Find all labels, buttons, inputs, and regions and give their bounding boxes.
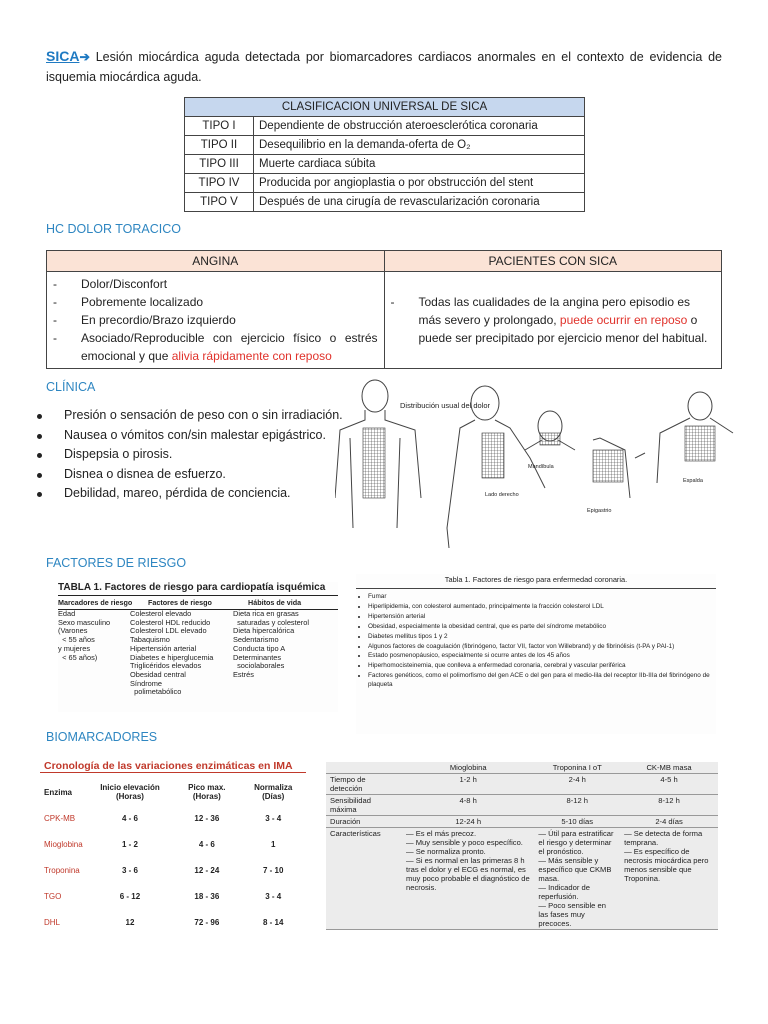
table-row xyxy=(326,795,718,816)
car-entry: — Poco sensible en las fases muy precoces. xyxy=(538,901,606,928)
risk-header-2: Factores de riesgo xyxy=(148,598,212,607)
risk-list-2 xyxy=(356,593,716,689)
cron-cell: 3 - 6 xyxy=(121,865,138,875)
sica-red-text: puede ocurrir en reposo xyxy=(559,313,688,327)
comp-cell: Duración xyxy=(326,816,402,828)
comp-cell: 4-8 h xyxy=(402,795,534,816)
biomarker-comparison-table xyxy=(326,762,718,930)
cron-header: Normaliza (Días) xyxy=(254,783,293,801)
intro-paragraph xyxy=(46,46,722,87)
desc-cell: Desequilibrio en la demanda-oferta de O₂ xyxy=(254,136,585,155)
desc-cell: Producida por angioplastia o por obstrucción del stent xyxy=(254,174,585,193)
arrow-icon: ➔ xyxy=(79,50,90,64)
cron-cell: 6 - 12 xyxy=(119,891,141,901)
intro-text: Lesión miocárdica aguda detectada por biomarcadores cardiacos anormales en el contexto de evidencia de isquemia miocárdica aguda. xyxy=(46,50,722,84)
comp-cell: Sensibilidad máxima xyxy=(326,795,402,816)
angina-last-red: alivia rápidamente con reposo xyxy=(171,349,332,363)
angina-cell xyxy=(47,272,385,369)
risk-entry: polimetabólico xyxy=(130,687,182,697)
risk-entry: Triglicéridos elevados xyxy=(130,661,202,671)
risk-table-2 xyxy=(356,574,716,734)
car-entry: — Se normaliza pronto. xyxy=(406,847,486,856)
risk-entry: y mujeres xyxy=(58,643,91,653)
list-item: • Hipertensión arterial xyxy=(368,613,716,621)
risk-entry: Colesterol elevado xyxy=(130,609,192,618)
comp-cell: 5-10 días xyxy=(534,816,620,828)
risk-entry: saturadas y colesterol xyxy=(233,617,309,627)
list-item xyxy=(391,293,716,347)
risk-entry: Dieta hipercalórica xyxy=(233,626,295,636)
table-row xyxy=(326,816,718,828)
clinica-heading: CLÍNICA xyxy=(46,380,96,394)
list-item: - Dolor/Disconfort xyxy=(53,275,378,293)
cron-cell: 1 xyxy=(271,839,276,849)
cron-cell: 12 xyxy=(125,917,135,927)
cronologia-table xyxy=(40,760,306,935)
cron-cell: 4 - 6 xyxy=(198,839,215,849)
risk-entry: Síndrome xyxy=(130,678,163,688)
table-row xyxy=(185,155,585,174)
cron-cell: Mioglobina xyxy=(44,839,83,849)
comp-header: Troponina I oT xyxy=(534,762,620,774)
bio-heading: BIOMARCADORES xyxy=(46,730,158,744)
tipo-cell: TIPO V xyxy=(185,193,254,212)
cron-cell: 3 - 4 xyxy=(265,813,282,823)
risk-header-3: Hábitos de vida xyxy=(248,598,302,607)
list-item xyxy=(53,329,378,365)
list-item: Dispepsia o pirosis. xyxy=(36,447,356,467)
angina-comparison-table xyxy=(46,250,722,369)
sica-text-1: Todas las cualidades de la angina pero episodio es más severo y prolongado, xyxy=(418,295,691,327)
car-label: Características xyxy=(326,828,402,930)
pain-distribution-figure xyxy=(335,378,735,550)
tipo-cell: TIPO IV xyxy=(185,174,254,193)
list-item: • Estado posmenopáusico, especialmente si ocurre antes de los 45 años xyxy=(368,652,716,660)
list-item: • Algunos factores de coagulación (fibrinógeno, factor VII, factor von Willebrand) y de fibrinólisis (t-PA y PAI-1) xyxy=(368,643,716,651)
cron-cell: DHL xyxy=(44,917,61,927)
risk-entry: Sexo masculino xyxy=(58,617,111,627)
risk-table-2-title: Tabla 1. Factores de riesgo para enfermedad coronaria. xyxy=(356,574,716,589)
risk-entry: Determinantes xyxy=(233,652,282,662)
cron-cell: 7 - 10 xyxy=(263,865,284,875)
comp-cell: 1-2 h xyxy=(402,774,534,795)
comp-header: Mioglobina xyxy=(402,762,534,774)
car-entry: — Es el más precoz. xyxy=(406,829,477,838)
list-item: Disnea o disnea de esfuerzo. xyxy=(36,467,356,487)
table-row xyxy=(185,174,585,193)
sica-cell xyxy=(384,272,722,369)
risk-entry: Conducta tipo A xyxy=(233,643,286,653)
cron-header: Inicio elevación (Horas) xyxy=(100,783,160,801)
classification-title: CLASIFICACION UNIVERSAL DE SICA xyxy=(185,98,585,117)
table-row xyxy=(40,909,306,935)
fig-label-epigastrio: Epigastrio xyxy=(587,508,612,514)
cron-cell: 8 - 14 xyxy=(263,917,284,927)
comp-header: CK-MB masa xyxy=(620,762,718,774)
risk-col-3 xyxy=(233,610,309,697)
list-item: Nausea o vómitos con/sin malestar epigástrico. xyxy=(36,428,356,448)
list-item: • Obesidad, especialmente la obesidad central, que es parte del síndrome metabólico xyxy=(368,623,716,631)
risk-table-1 xyxy=(58,582,338,712)
car-entry: — Se detecta de forma temprana. xyxy=(624,829,703,847)
list-item: - En precordio/Brazo izquierdo xyxy=(53,311,378,329)
cron-cell: 4 - 6 xyxy=(121,813,138,823)
sica-header: PACIENTES CON SICA xyxy=(384,251,722,272)
table-row xyxy=(326,774,718,795)
table-row xyxy=(40,857,306,883)
fig-label-mandibula: Mandíbula xyxy=(528,464,554,470)
risk-entry: (Varones xyxy=(58,626,88,636)
riesgo-heading: FACTORES DE RIESGO xyxy=(46,556,187,570)
list-item: • Factores genéticos, como el polimorfismo del gen ACE o del gen para el medio-lila del receptor IIb-IIIa del fibrinógeno de plaqueta xyxy=(368,672,716,689)
list-item: • Diabetes mellitus tipos 1 y 2 xyxy=(368,633,716,641)
risk-entry: < 65 años) xyxy=(58,652,98,662)
desc-cell: Dependiente de obstrucción ateroesclerótica coronaria xyxy=(254,117,585,136)
risk-entry: < 55 años xyxy=(58,635,95,645)
fig-label-espalda: Espalda xyxy=(683,478,703,484)
cron-cell: CPK-MB xyxy=(44,813,76,823)
cron-cell: 1 - 2 xyxy=(121,839,138,849)
car-entry: — Es específico de necrosis miocárdica pero menos sensible que Troponina. xyxy=(624,847,709,883)
risk-col-1 xyxy=(58,610,130,697)
car-entry: — Muy sensible y poco específico. xyxy=(406,838,523,847)
list-item: • Hiperhomocisteinemia, que conlleva a enfermedad coronaria, cerebral y vascular periférica xyxy=(368,662,716,670)
table-row xyxy=(40,883,306,909)
desc-cell: Después de una cirugía de revascularización coronaria xyxy=(254,193,585,212)
risk-entry: Dieta rica en grasas xyxy=(233,609,299,618)
risk-entry: Edad xyxy=(58,609,76,618)
comp-cell: 8-12 h xyxy=(620,795,718,816)
car-mioglobina xyxy=(402,828,534,930)
list-item: Debilidad, mareo, pérdida de conciencia. xyxy=(36,486,356,506)
clinica-list xyxy=(36,408,356,506)
cron-cell: 18 - 36 xyxy=(194,891,220,901)
car-entry: — Útil para estratificar el riesgo y determinar el pronóstico. xyxy=(538,829,614,856)
risk-table-1-title: TABLA 1. Factores de riesgo para cardiopatía isquémica xyxy=(58,582,338,596)
sica-text-2: o puede ser precipitado por ejercicio menor del habitual. xyxy=(418,313,708,345)
cron-header: Enzima xyxy=(44,787,73,797)
fig-label-lado: Lado derecho xyxy=(485,492,519,498)
angina-last-text: Asociado/Reproducible con ejercicio físico o estrés emocional y que xyxy=(81,331,378,363)
risk-entry: Obesidad central xyxy=(130,669,186,679)
risk-entry: Diabetes e hiperglucemia xyxy=(130,652,214,662)
comp-cell: Tiempo de detección xyxy=(326,774,402,795)
risk-entry: Hipertensión arterial xyxy=(130,643,197,653)
car-entry: — Más sensible y específico que CKMB masa. xyxy=(538,856,612,883)
cron-header: Pico max. (Horas) xyxy=(188,783,226,801)
desc-cell: Muerte cardiaca súbita xyxy=(254,155,585,174)
cron-cell: Troponina xyxy=(44,865,80,875)
tipo-cell: TIPO I xyxy=(185,117,254,136)
comp-cell: 8-12 h xyxy=(534,795,620,816)
hc-heading: HC DOLOR TORACICO xyxy=(46,222,181,236)
list-item: Presión o sensación de peso con o sin irradiación. xyxy=(36,408,356,428)
list-item: • Hiperlipidemia, con colesterol aumentado, principalmente la fracción colesterol LDL xyxy=(368,603,716,611)
angina-header: ANGINA xyxy=(47,251,385,272)
risk-entry: sociolaborales xyxy=(233,661,285,671)
cron-cell: 72 - 96 xyxy=(194,917,220,927)
comp-cell: 12-24 h xyxy=(402,816,534,828)
comp-header xyxy=(326,762,402,774)
risk-entry: Sedentarismo xyxy=(233,635,279,645)
car-ckmb xyxy=(620,828,718,930)
cron-cell: 3 - 4 xyxy=(265,891,282,901)
risk-entry: Tabaquismo xyxy=(130,635,170,645)
risk-entry: Estrés xyxy=(233,669,254,679)
risk-entry: Colesterol LDL elevado xyxy=(130,626,207,636)
table-row xyxy=(40,831,306,857)
risk-header-1: Marcadores de riesgo xyxy=(58,598,133,607)
comp-cell: 2-4 h xyxy=(534,774,620,795)
cron-cell: 12 - 24 xyxy=(194,865,220,875)
risk-col-2 xyxy=(130,610,233,697)
car-entry: — Si es normal en las primeras 8 h tras el dolor y el ECG es normal, es muy poco probable el diagnóstico de necrosis. xyxy=(406,856,530,892)
fig-label-distribution: Distribución usual del dolor xyxy=(400,401,491,410)
cronologia-title: Cronología de las variaciones enzimáticas en IMA xyxy=(40,760,306,773)
list-item: - Pobremente localizado xyxy=(53,293,378,311)
tipo-cell: TIPO III xyxy=(185,155,254,174)
comp-cell: 4-5 h xyxy=(620,774,718,795)
table-row xyxy=(185,117,585,136)
risk-entry: Colesterol HDL reducido xyxy=(130,617,211,627)
table-row xyxy=(185,136,585,155)
cron-cell: 12 - 36 xyxy=(194,813,220,823)
table-row xyxy=(40,805,306,831)
comp-cell: 2-4 días xyxy=(620,816,718,828)
sica-term: SICA xyxy=(46,48,80,64)
list-item: • Fumar xyxy=(368,593,716,601)
car-entry: — Indicador de reperfusión. xyxy=(538,883,590,901)
classification-table xyxy=(184,97,585,212)
tipo-cell: TIPO II xyxy=(185,136,254,155)
table-row xyxy=(185,193,585,212)
cron-cell: TGO xyxy=(44,891,62,901)
car-troponina xyxy=(534,828,620,930)
